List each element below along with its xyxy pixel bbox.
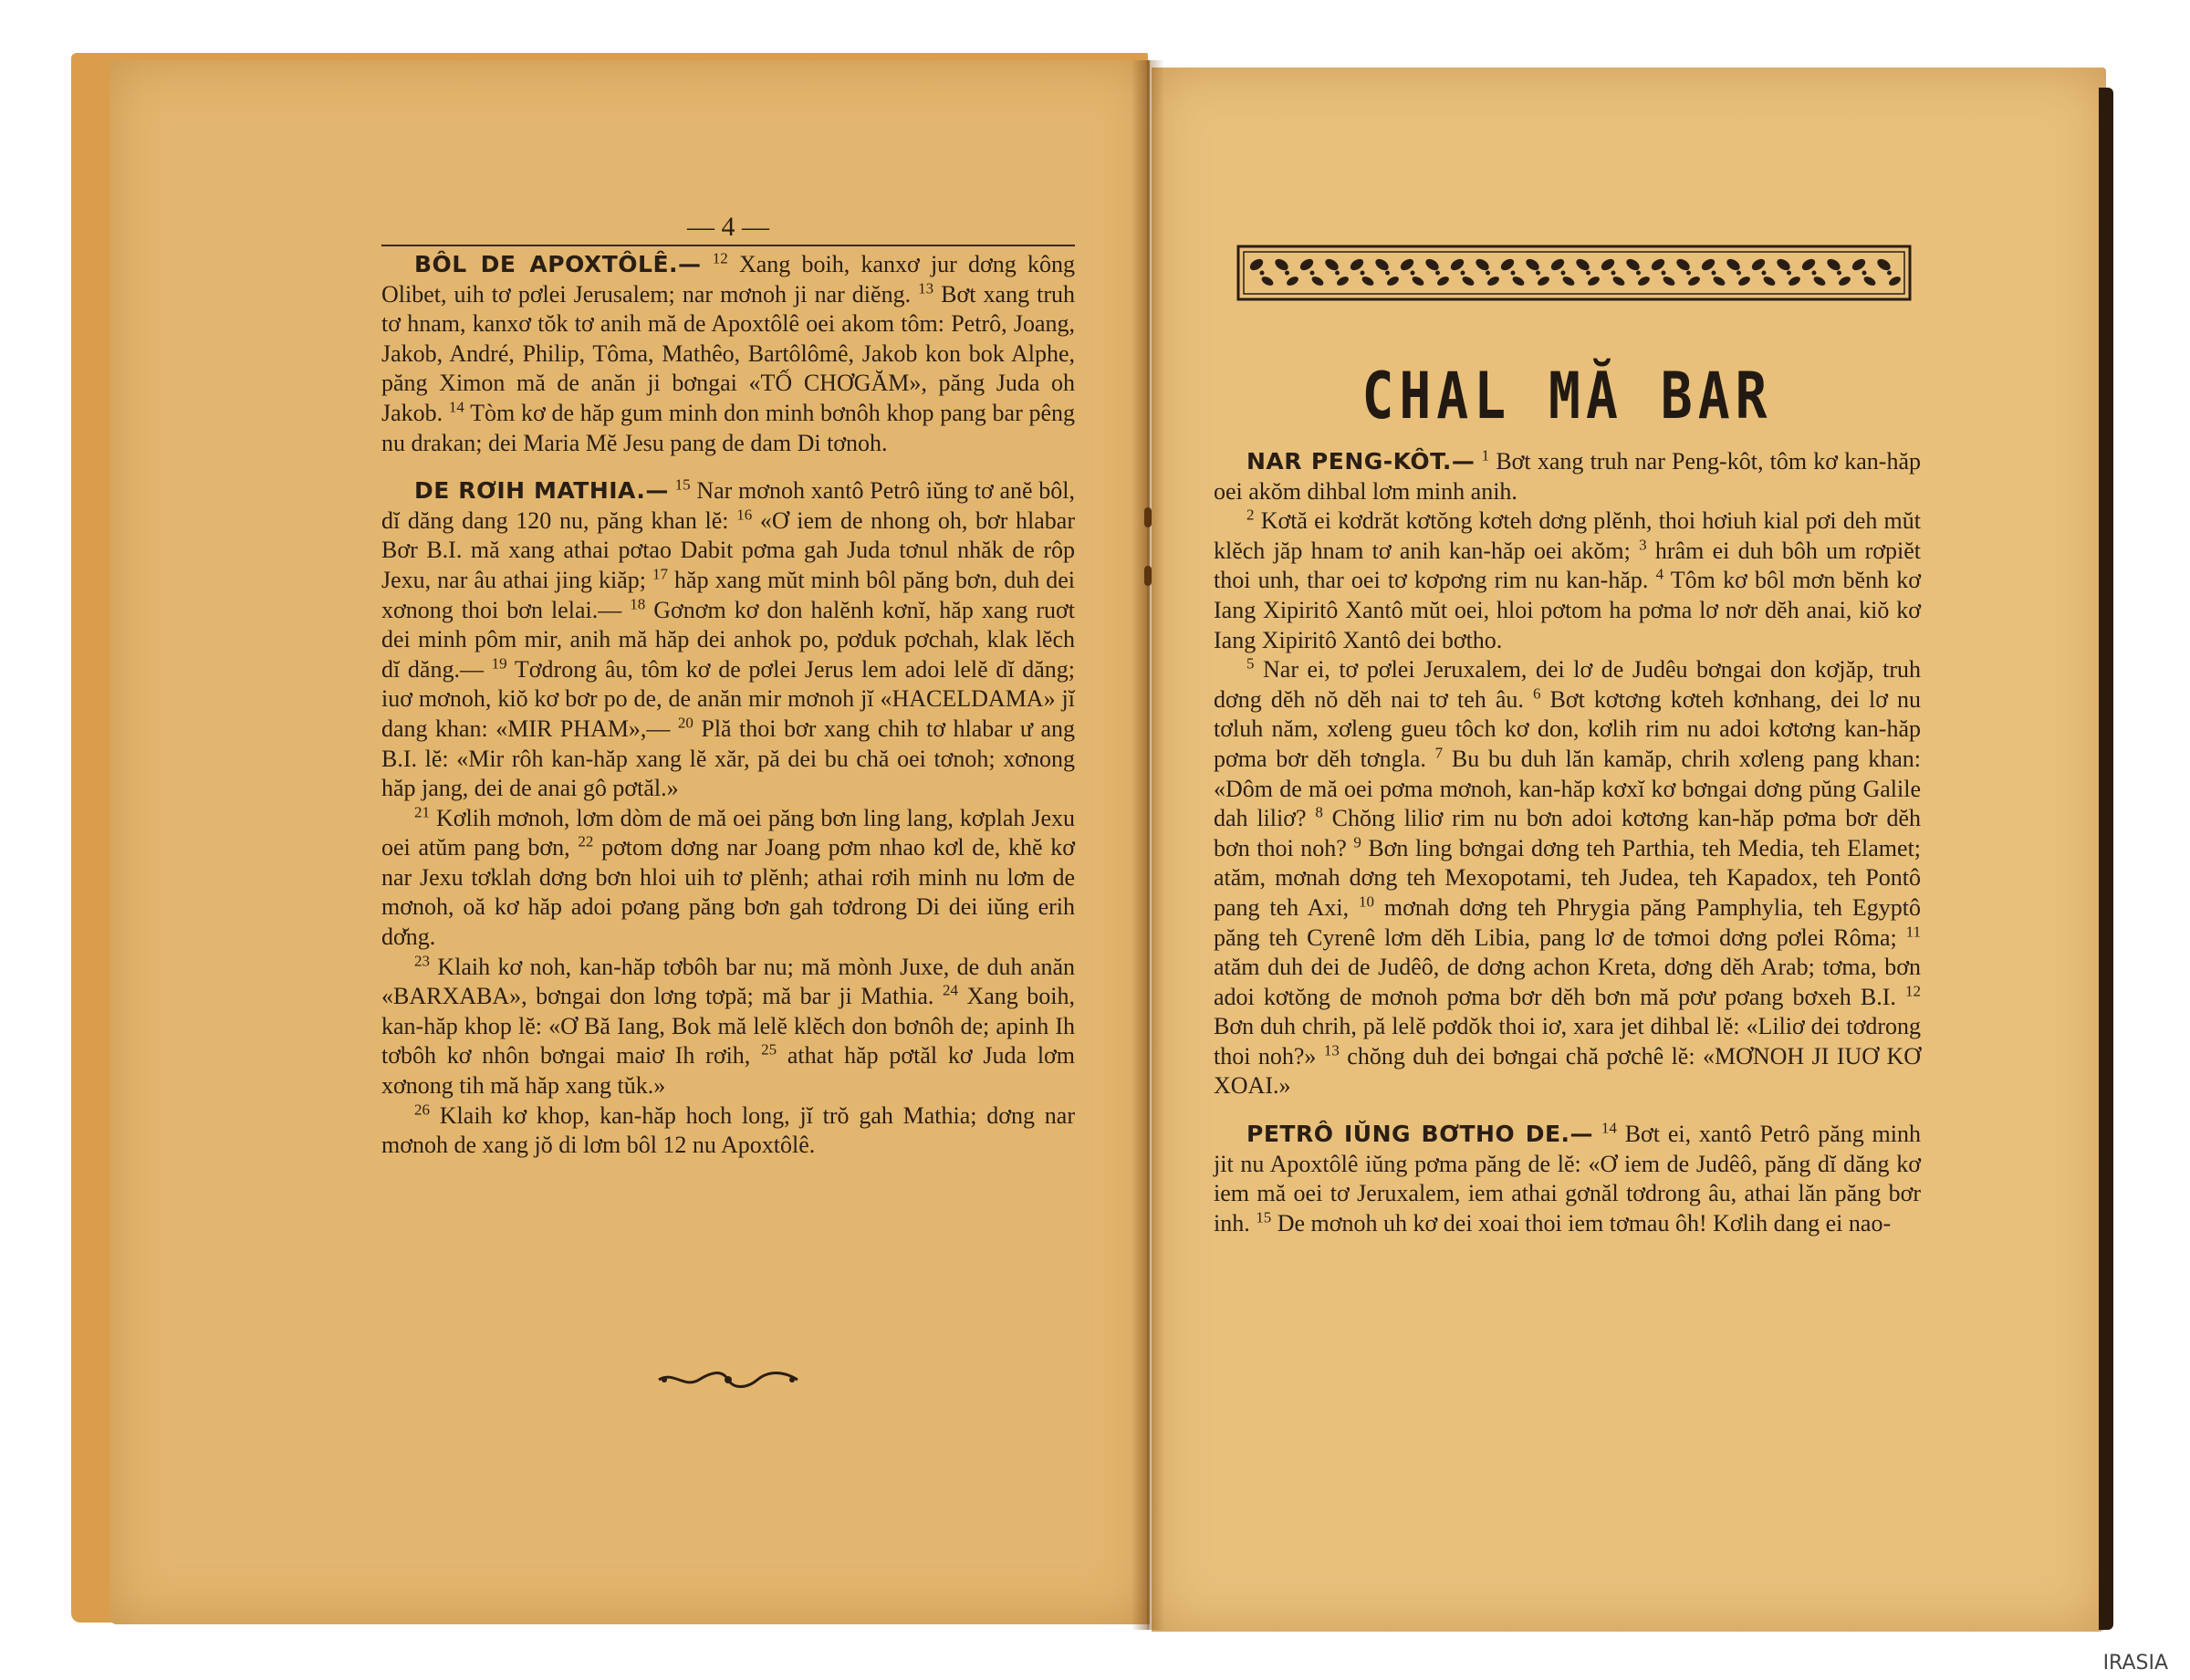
paragraph	[381, 804, 1075, 953]
paragraph	[1214, 506, 1921, 655]
verse-number: 26	[414, 1100, 430, 1118]
verse-text: Tòm kơ de hăp gum minh don minh bơnôh khop pang bar pêng nu drakan; dei Maria Mĕ Jesu pang de dam Di tơnoh.	[381, 399, 1075, 456]
watermark: IRASIA	[2102, 1652, 2168, 1675]
verse-number: 7	[1434, 744, 1444, 762]
verse-number: 1	[1481, 446, 1490, 464]
verse-number: 4	[1655, 565, 1664, 583]
verse-text: Klaih kơ khop, kan-hăp hoch long, jĭ trŏ gah Mathia; dơng nar mơnoh de xang jŏ di lơm bôl 12 nu Apoxtôlê.	[381, 1101, 1076, 1159]
verse-number: 10	[1359, 892, 1374, 911]
verse-text: mơnah dơng teh Phrygia păng Pamphylia, teh Egyptô păng teh Cyrenê lơm dĕh Libia, pang lơ de tơmoi dơng pơlei Rôma;	[1214, 893, 1922, 951]
verse-number: 6	[1532, 684, 1541, 703]
paragraph	[1214, 655, 1921, 1101]
verse-number: 23	[414, 952, 430, 969]
end-flourish-ornament	[655, 1369, 801, 1391]
page-number: — 4 —	[687, 212, 769, 242]
verse-text: Plă thoi bơr xang chih tơ hlabar ư ang B.I. lĕ: «Mir rôh kan-hăp xang lĕ xăr, pă dei bu chă oei tơnoh; xơnong hăp jang, dei de anai gô pơtăl.»	[381, 715, 1076, 802]
verse-text: Bơt xang truh tơ hnam, kanxơ tŏk tơ anih mă de Apoxtôlê oei akom tôm: Petrô, Joang, Jakob, André, Philip, Tôma, Mathêo, Bartôlômê, Jakob kon bok Alphe, păng Ximon mă de anăn ji bơngai «TỐ CHƠGĂM», păng Juda oh Jakob.	[381, 280, 1075, 426]
verse-text: Bơt xang truh nar Peng-kôt, tôm kơ kan-hăp oei akŏm dihbal lơm minh anih.	[1214, 448, 1921, 505]
verse-number: 15	[1256, 1208, 1272, 1226]
verse-text: Bơt ei, xantô Petrô păng minh jit nu Apoxtôlê iŭng pơma păng de lĕ: «Ơ iem de Judêô, păng dĭ dăng kơ iem mă oei tơ Jeruxalem, iem athai gơnăl tơdrong âu, athai lăn păng bơr inh.	[1214, 1121, 1922, 1237]
verse-text: Chŏng liliơ rim nu bơn adoi kơtơng kan-hăp pơma bơr dĕh bơn thoi noh?	[1214, 805, 1922, 861]
chapter-title: CHAL MĂ BAR	[1361, 358, 1773, 433]
verse-number: 3	[1639, 536, 1647, 554]
verse-text: Kơtă ei kơdrăt kơtŏng kơteh dơng plĕnh, thoi hơiuh kial pơi deh mŭt klĕch jăp hnam tơ anih kan-hăp oei akŏm;	[1214, 507, 1921, 564]
verse-number: 13	[1323, 1041, 1340, 1059]
book-spine	[1132, 60, 1164, 1630]
paragraph	[381, 1101, 1075, 1161]
verse-number: 25	[761, 1040, 777, 1059]
verse-text: Nar ei, tơ pơlei Jeruxalem, dei lơ de Judêu bơngai don kơjăp, truh dơng dĕh nŏ dĕh nai tơ teh âu.	[1214, 656, 1921, 713]
verse-number: 18	[630, 594, 646, 612]
verse-number: 17	[652, 565, 669, 583]
paragraph	[1214, 447, 1921, 506]
verse-number: 14	[448, 398, 464, 416]
verse-number: 14	[1601, 1119, 1617, 1137]
paragraph	[381, 953, 1075, 1101]
verse-text: Xang boih, kan-hăp khop lĕ: «Ơ Bă Iang, Bok mă lelĕ klĕch don bơnôh de; apinh Ih tơbôh kơ nhôn bơngai maiơ Ih rơih,	[381, 983, 1076, 1070]
verse-text: Gơnơm kơ don halĕnh kơnĭ, hăp xang ruơt dei minh pôm mir, anih mă hăp dei anhok po, pơduk pơchah, klak lĕch dĭ dăng.—	[381, 596, 1076, 683]
paragraph	[1214, 1120, 1921, 1238]
verse-text: Kơlih mơnoh, lơm dòm de mă oei păng bơn ling lang, kơplah Jexu oei atŭm pang bơn,	[381, 804, 1076, 861]
verse-text: Bu bu duh lăn kamăp, chrih xơleng pang khan: «Dôm de mă oei pơma mơnoh, kan-hăp kơxĭ kơ bơngai dơng pŭng Galile dah liliơ?	[1214, 745, 1922, 832]
verse-text: pơtom dơng nar Joang pơm nhao kơl de, khĕ kơ nar Jexu tơklah dơng bơn hloi uih tơ plĕnh; athai rơih minh nu lơm de mơnoh, oă kơ hăp adoi pơang păng bơn gah tơdrong Di dei iŭng erih dơ̆ng.	[381, 834, 1075, 951]
verse-number: 12	[1905, 982, 1922, 1000]
verse-text: Bơn ling bơngai dơng teh Parthia, teh Media, teh Elamet; atăm, mơnah dơng teh Mexopotami, teh Judea, teh Kapadox, teh Pontô pang teh Axi,	[1214, 834, 1922, 921]
chapter-header-ornament	[1236, 245, 1912, 301]
verse-text: Klaih kơ noh, kan-hăp tơbôh bar nu; mă mònh Juxe, de duh anăn «BARXABA», bơngai don lơng tơpă; mă bar ji Mathia.	[381, 953, 1075, 1010]
section-heading: PETRÔ IŬNG BƠTHO DE.—	[1246, 1121, 1594, 1148]
section-heading: BÔL DE APOXTÔLÊ.—	[414, 251, 702, 277]
verse-text: hrâm ei duh bôh um rơpiĕt thoi unh, thar oei tơ kơpơng rim nu kan-hăp.	[1214, 537, 1922, 594]
verse-text: Xang boih, kanxơ jur dơng kông Olibet, uih tơ pơlei Jerusalem; nar mơnoh ji nar diĕng.	[381, 251, 1076, 308]
verse-text: Tơdrong âu, tôm kơ de pơlei Jerus lem adoi lelĕ dĭ dăng; iuơ mơnoh, kiŏ kơ bơr po de, de anăn mir mơnoh jĭ «HACELDAMA» jĭ dang khan: «MIR PHAM»,—	[381, 655, 1076, 742]
paragraph	[381, 250, 1075, 458]
verse-number: 5	[1246, 654, 1255, 673]
verse-number: 16	[736, 506, 753, 524]
verse-text: De mơnoh uh kơ dei xoai thoi iem tơmau ôh! Kơlih dang ei nao-	[1277, 1209, 1892, 1237]
verse-text: Bơn duh chrih, pă lelĕ pơdŏk thoi iơ, xara jet dihbal lĕ: «Liliơ dei tơdrong thoi noh?»	[1214, 1013, 1921, 1070]
verse-text: hăp xang mŭt minh bôl păng bơn, duh dei xơnong thoi bơn lelai.—	[381, 566, 1075, 623]
verse-number: 13	[918, 278, 934, 297]
verse-number: 22	[578, 832, 594, 850]
verse-number: 21	[414, 803, 430, 821]
verse-text: chŏng duh dei bơngai chă pơchê lĕ: «MƠNOH JI IUƠ KƠ XOAI.»	[1214, 1042, 1922, 1100]
verse-number: 20	[677, 714, 694, 732]
right-text-column	[1214, 447, 1921, 1238]
verse-number: 19	[491, 654, 507, 673]
book-cover-edge	[2099, 88, 2113, 1630]
verse-text: «Ơ iem de nhong oh, bơr hlabar Bơr B.I. mă xang athai pơtao Dabit pơma gah Juda tơnul nhăk de rôp Jexu, nar âu athai jing kiăp;	[381, 506, 1076, 593]
verse-number: 12	[712, 249, 728, 267]
verse-number: 8	[1315, 803, 1323, 821]
verse-number: 24	[942, 981, 958, 999]
verse-number: 11	[1905, 922, 1922, 940]
verse-text: Nar mơnoh xantô Petrô iŭng tơ anĕ bôl, dĭ dăng dang 120 nu, păng khan lĕ:	[381, 477, 1076, 534]
verse-number: 9	[1353, 833, 1361, 851]
header-rule	[381, 245, 1075, 246]
staple	[1144, 566, 1152, 586]
verse-number: 2	[1246, 506, 1255, 524]
verse-text: Bơt kơtơng kơteh kơnhang, dei lơ nu tơluh năm, xơleng gueu tôch kơ don, kơlih rim nu adoi kơtơng kan-hăp pơma bơr dĕh tơngla.	[1214, 685, 1922, 772]
paragraph	[381, 476, 1075, 804]
section-heading: DE RƠIH MATHIA.—	[414, 477, 669, 505]
verse-text: athat hăp pơtăl kơ Juda lơm xơnong tih mă hăp xang tŭk.»	[381, 1042, 1076, 1100]
left-text-column	[381, 250, 1075, 1161]
staple	[1144, 507, 1152, 527]
verse-number: 15	[674, 475, 691, 494]
verse-text: atăm duh dei de Judêô, de dơng achon Kreta, dơng dĕh Arab; tơma, bơn adoi kơtŏng de mơnoh pơma bơr dĕh bơn mă pơư pơang bơxeh B.I.	[1214, 954, 1921, 1010]
verse-text: Tôm kơ bôl mơn bĕnh kơ Iang Xipiritô Xantô mŭt oei, hloi pơtom ha pơma lơ nơr dĕh anai, kiŏ kơ Iang Xipiritô Xantô dei bơtho.	[1214, 567, 1922, 653]
section-heading: NAR PENG-KÔT.—	[1246, 448, 1476, 475]
